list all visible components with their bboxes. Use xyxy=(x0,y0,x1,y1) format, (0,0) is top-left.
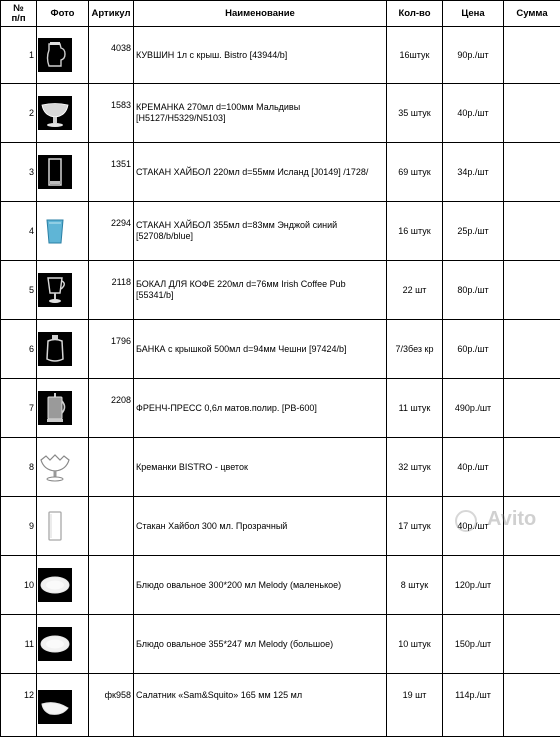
row-name: Креманки BISTRO - цветок xyxy=(134,438,387,497)
row-photo xyxy=(37,674,89,737)
table-row xyxy=(1,84,560,143)
row-photo xyxy=(37,320,89,379)
row-qty: 32 штук xyxy=(387,438,443,497)
row-name: БАНКА с крышкой 500мл d=94мм Чешни [97424/b] xyxy=(134,320,387,379)
row-photo xyxy=(37,202,89,261)
row-name: Стакан Хайбол 300 мл. Прозрачный xyxy=(134,497,387,556)
row-article xyxy=(89,497,134,556)
row-name: КРЕМАНКА 270мл d=100мм Мальдивы [H5127/H5329/N5103] xyxy=(134,84,387,143)
row-name: Салатник «Sam&Squito» 165 мм 125 мл xyxy=(134,674,387,737)
blue-glass-icon xyxy=(38,214,72,248)
row-num: 10 xyxy=(1,556,37,615)
row-num: 2 xyxy=(1,84,37,143)
row-num: 4 xyxy=(1,202,37,261)
table-row xyxy=(1,556,560,615)
row-num: 9 xyxy=(1,497,37,556)
row-sum xyxy=(504,202,560,261)
oval-plate-icon xyxy=(38,568,72,602)
row-sum xyxy=(504,261,560,320)
row-num: 3 xyxy=(1,143,37,202)
row-photo xyxy=(37,497,89,556)
row-sum xyxy=(504,379,560,438)
row-photo xyxy=(37,261,89,320)
row-name: Блюдо овальное 355*247 мл Melody (большое) xyxy=(134,615,387,674)
row-article: 2294 xyxy=(89,202,134,261)
row-article xyxy=(89,556,134,615)
row-photo xyxy=(37,84,89,143)
row-qty: 10 штук xyxy=(387,615,443,674)
row-num: 7 xyxy=(1,379,37,438)
header-sum: Сумма xyxy=(504,1,560,27)
row-name: ФРЕНЧ-ПРЕСС 0,6л матов.полир. [PB-600] xyxy=(134,379,387,438)
row-sum xyxy=(504,438,560,497)
table-row xyxy=(1,615,560,674)
row-photo xyxy=(37,143,89,202)
row-sum xyxy=(504,556,560,615)
table-header-row xyxy=(1,1,560,27)
row-price: 90р./шт xyxy=(443,27,504,84)
row-price: 80р./шт xyxy=(443,261,504,320)
row-qty: 17 штук xyxy=(387,497,443,556)
row-num: 8 xyxy=(1,438,37,497)
row-name: КУВШИН 1л с крыш. Bistro [43944/b] xyxy=(134,27,387,84)
row-price: 60р./шт xyxy=(443,320,504,379)
coffee-glass-icon xyxy=(38,273,72,307)
table-row xyxy=(1,261,560,320)
row-qty: 19 шт xyxy=(387,674,443,737)
row-num: 5 xyxy=(1,261,37,320)
oval-plate-icon xyxy=(38,627,72,661)
table-row xyxy=(1,27,560,84)
row-num: 1 xyxy=(1,27,37,84)
flower-bowl-icon xyxy=(38,450,72,484)
row-num: 12 xyxy=(1,674,37,737)
table-row xyxy=(1,202,560,261)
row-sum xyxy=(504,84,560,143)
row-article: 1351 xyxy=(89,143,134,202)
row-article: 4038 xyxy=(89,27,134,84)
row-price: 490р./шт xyxy=(443,379,504,438)
row-qty: 16 штук xyxy=(387,202,443,261)
row-article: 2208 xyxy=(89,379,134,438)
row-article: 1583 xyxy=(89,84,134,143)
table-row xyxy=(1,143,560,202)
row-price: 120р./шт xyxy=(443,556,504,615)
row-num: 11 xyxy=(1,615,37,674)
watermark-text: Avito xyxy=(487,508,536,531)
table-row xyxy=(1,674,560,737)
french-press-icon xyxy=(38,391,72,425)
row-qty: 22 шт xyxy=(387,261,443,320)
row-price: 25р./шт xyxy=(443,202,504,261)
row-photo xyxy=(37,615,89,674)
table-row xyxy=(1,379,560,438)
header-price: Цена xyxy=(443,1,504,27)
row-article xyxy=(89,438,134,497)
row-qty: 35 штук xyxy=(387,84,443,143)
row-article: 2118 xyxy=(89,261,134,320)
salad-bowl-icon xyxy=(38,690,72,724)
row-sum xyxy=(504,143,560,202)
row-qty: 16штук xyxy=(387,27,443,84)
jar-icon xyxy=(38,332,72,366)
table-row xyxy=(1,438,560,497)
row-qty: 69 штук xyxy=(387,143,443,202)
jug-icon xyxy=(38,38,72,72)
header-num-line1: № п/п xyxy=(11,3,25,24)
row-price: 40р./шт xyxy=(443,84,504,143)
row-price: 150р./шт xyxy=(443,615,504,674)
row-sum xyxy=(504,674,560,737)
row-name: Блюдо овальное 300*200 мл Melody (маленькое) xyxy=(134,556,387,615)
row-article: 1796 xyxy=(89,320,134,379)
row-price: 40р./шт xyxy=(443,438,504,497)
row-num: 6 xyxy=(1,320,37,379)
row-sum xyxy=(504,27,560,84)
row-name: СТАКАН ХАЙБОЛ 355мл d=83мм Энджой синий [52708/b/blue] xyxy=(134,202,387,261)
row-sum xyxy=(504,615,560,674)
highball-glass-icon xyxy=(38,155,72,189)
header-photo: Фото xyxy=(37,1,89,27)
row-qty: 11 штук xyxy=(387,379,443,438)
row-price: 34р./шт xyxy=(443,143,504,202)
dessert-bowl-icon xyxy=(38,96,72,130)
row-qty: 8 штук xyxy=(387,556,443,615)
row-photo xyxy=(37,438,89,497)
header-article: Артикул xyxy=(89,1,134,27)
clear-glass-icon xyxy=(38,509,72,543)
row-name: БОКАЛ ДЛЯ КОФЕ 220мл d=76мм Irish Coffee Pub [55341/b] xyxy=(134,261,387,320)
avito-logo-icon xyxy=(455,510,477,532)
row-article: фк958 xyxy=(89,674,134,737)
row-photo xyxy=(37,379,89,438)
row-price: 40р./шт xyxy=(443,497,504,556)
header-name: Наименование xyxy=(134,1,387,27)
row-qty: 7/3без кр xyxy=(387,320,443,379)
avito-watermark xyxy=(455,505,560,535)
row-photo xyxy=(37,556,89,615)
row-name: СТАКАН ХАЙБОЛ 220мл d=55мм Исланд [J0149] /1728/ xyxy=(134,143,387,202)
row-price: 114р./шт xyxy=(443,674,504,737)
row-photo xyxy=(37,27,89,84)
header-qty: Кол-во xyxy=(387,1,443,27)
row-sum xyxy=(504,320,560,379)
table-row xyxy=(1,320,560,379)
header-num xyxy=(1,1,37,27)
row-article xyxy=(89,615,134,674)
